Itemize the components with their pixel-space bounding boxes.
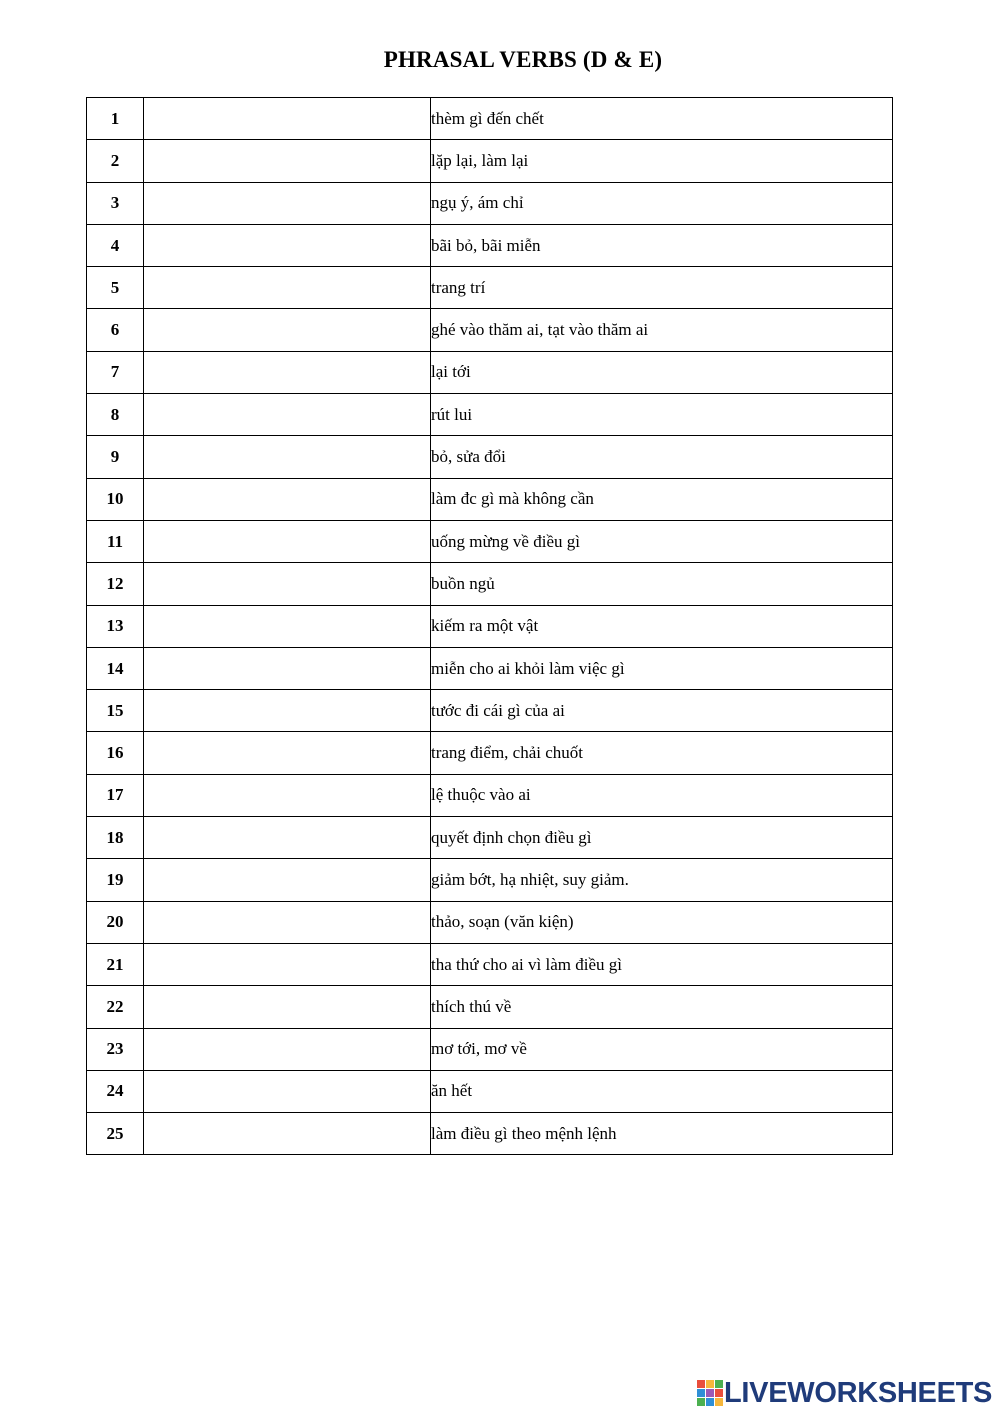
page-title: PHRASAL VERBS (D & E)	[383, 47, 663, 72]
meaning-cell: buồn ngủ	[431, 563, 893, 605]
row-number: 23	[87, 1028, 144, 1070]
meaning-cell: uống mừng về điều gì	[431, 520, 893, 562]
meaning-cell: trang trí	[431, 267, 893, 309]
row-number: 15	[87, 690, 144, 732]
answer-cell[interactable]	[144, 1113, 431, 1155]
row-number: 10	[87, 478, 144, 520]
table-row	[87, 224, 893, 266]
row-number: 12	[87, 563, 144, 605]
liveworksheets-logo-icon	[697, 1380, 723, 1406]
answer-cell[interactable]	[144, 98, 431, 140]
answer-cell[interactable]	[144, 647, 431, 689]
meaning-cell: quyết định chọn điều gì	[431, 817, 893, 859]
table-row	[87, 647, 893, 689]
meaning-cell: mơ tới, mơ về	[431, 1028, 893, 1070]
answer-input[interactable]	[144, 225, 430, 266]
row-number: 1	[87, 98, 144, 140]
table-row	[87, 690, 893, 732]
answer-input[interactable]	[144, 1113, 430, 1154]
answer-input[interactable]	[144, 563, 430, 604]
table-row	[87, 182, 893, 224]
row-number: 21	[87, 943, 144, 985]
row-number: 17	[87, 774, 144, 816]
meaning-cell: thảo, soạn (văn kiện)	[431, 901, 893, 943]
table-row	[87, 563, 893, 605]
row-number: 20	[87, 901, 144, 943]
answer-input[interactable]	[144, 732, 430, 773]
answer-input[interactable]	[144, 267, 430, 308]
answer-cell[interactable]	[144, 182, 431, 224]
meaning-cell: ghé vào thăm ai, tạt vào thăm ai	[431, 309, 893, 351]
table-row	[87, 436, 893, 478]
meaning-cell: tước đi cái gì của ai	[431, 690, 893, 732]
meaning-cell: ăn hết	[431, 1070, 893, 1112]
answer-cell[interactable]	[144, 605, 431, 647]
meaning-cell: trang điểm, chải chuốt	[431, 732, 893, 774]
answer-cell[interactable]	[144, 351, 431, 393]
row-number: 5	[87, 267, 144, 309]
answer-input[interactable]	[144, 648, 430, 689]
meaning-cell: ngụ ý, ám chỉ	[431, 182, 893, 224]
answer-input[interactable]	[144, 140, 430, 181]
answer-input[interactable]	[144, 1029, 430, 1070]
row-number: 25	[87, 1113, 144, 1155]
answer-cell[interactable]	[144, 732, 431, 774]
table-row	[87, 309, 893, 351]
table-row	[87, 98, 893, 140]
answer-input[interactable]	[144, 521, 430, 562]
answer-cell[interactable]	[144, 309, 431, 351]
answer-cell[interactable]	[144, 817, 431, 859]
row-number: 8	[87, 394, 144, 436]
table-row	[87, 520, 893, 562]
answer-cell[interactable]	[144, 394, 431, 436]
table-row	[87, 774, 893, 816]
row-number: 6	[87, 309, 144, 351]
table-row	[87, 817, 893, 859]
meaning-cell: bãi bỏ, bãi miễn	[431, 224, 893, 266]
answer-cell[interactable]	[144, 859, 431, 901]
row-number: 16	[87, 732, 144, 774]
meaning-cell: lặp lại, làm lại	[431, 140, 893, 182]
answer-cell[interactable]	[144, 1070, 431, 1112]
answer-cell[interactable]	[144, 436, 431, 478]
answer-input[interactable]	[144, 986, 430, 1027]
answer-cell[interactable]	[144, 478, 431, 520]
phrasal-verbs-table	[86, 97, 893, 1155]
table-row	[87, 943, 893, 985]
row-number: 7	[87, 351, 144, 393]
answer-input[interactable]	[144, 98, 430, 139]
row-number: 18	[87, 817, 144, 859]
answer-input[interactable]	[144, 944, 430, 985]
answer-cell[interactable]	[144, 774, 431, 816]
meaning-cell: miễn cho ai khỏi làm việc gì	[431, 647, 893, 689]
meaning-cell: rút lui	[431, 394, 893, 436]
table-row	[87, 351, 893, 393]
row-number: 14	[87, 647, 144, 689]
table-row	[87, 140, 893, 182]
row-number: 11	[87, 520, 144, 562]
answer-cell[interactable]	[144, 267, 431, 309]
row-number: 4	[87, 224, 144, 266]
table-row	[87, 901, 893, 943]
answer-input[interactable]	[144, 183, 430, 224]
answer-cell[interactable]	[144, 224, 431, 266]
answer-input[interactable]	[144, 309, 430, 350]
liveworksheets-logo[interactable]	[697, 1378, 992, 1408]
meaning-cell: bỏ, sửa đổi	[431, 436, 893, 478]
answer-cell[interactable]	[144, 563, 431, 605]
table-row	[87, 478, 893, 520]
answer-input[interactable]	[144, 352, 430, 393]
meaning-cell: kiếm ra một vật	[431, 605, 893, 647]
table-row	[87, 732, 893, 774]
logo-text: LIVEWORKSHEETS	[724, 1377, 993, 1409]
row-number: 22	[87, 986, 144, 1028]
table-row	[87, 1070, 893, 1112]
answer-input[interactable]	[144, 479, 430, 520]
meaning-cell: làm đc gì mà không cần	[431, 478, 893, 520]
table-row	[87, 859, 893, 901]
row-number: 2	[87, 140, 144, 182]
answer-input[interactable]	[144, 1071, 430, 1112]
row-number: 19	[87, 859, 144, 901]
table-row	[87, 986, 893, 1028]
table-row	[87, 267, 893, 309]
answer-input[interactable]	[144, 817, 430, 858]
answer-cell[interactable]	[144, 690, 431, 732]
answer-cell[interactable]	[144, 901, 431, 943]
table-row	[87, 1113, 893, 1155]
meaning-cell: giảm bớt, hạ nhiệt, suy giảm.	[431, 859, 893, 901]
answer-input[interactable]	[144, 436, 430, 477]
answer-cell[interactable]	[144, 1028, 431, 1070]
answer-input[interactable]	[144, 902, 430, 943]
meaning-cell: thích thú về	[431, 986, 893, 1028]
row-number: 13	[87, 605, 144, 647]
meaning-cell: lại tới	[431, 351, 893, 393]
answer-input[interactable]	[144, 606, 430, 647]
answer-input[interactable]	[144, 690, 430, 731]
table-row	[87, 394, 893, 436]
meaning-cell: lệ thuộc vào ai	[431, 774, 893, 816]
answer-input[interactable]	[144, 775, 430, 816]
row-number: 24	[87, 1070, 144, 1112]
table-row	[87, 1028, 893, 1070]
answer-cell[interactable]	[144, 943, 431, 985]
answer-input[interactable]	[144, 859, 430, 900]
answer-cell[interactable]	[144, 986, 431, 1028]
row-number: 3	[87, 182, 144, 224]
answer-input[interactable]	[144, 394, 430, 435]
table-row	[87, 605, 893, 647]
meaning-cell: tha thứ cho ai vì làm điều gì	[431, 943, 893, 985]
answer-cell[interactable]	[144, 140, 431, 182]
meaning-cell: làm điều gì theo mệnh lệnh	[431, 1113, 893, 1155]
row-number: 9	[87, 436, 144, 478]
meaning-cell: thèm gì đến chết	[431, 98, 893, 140]
answer-cell[interactable]	[144, 520, 431, 562]
